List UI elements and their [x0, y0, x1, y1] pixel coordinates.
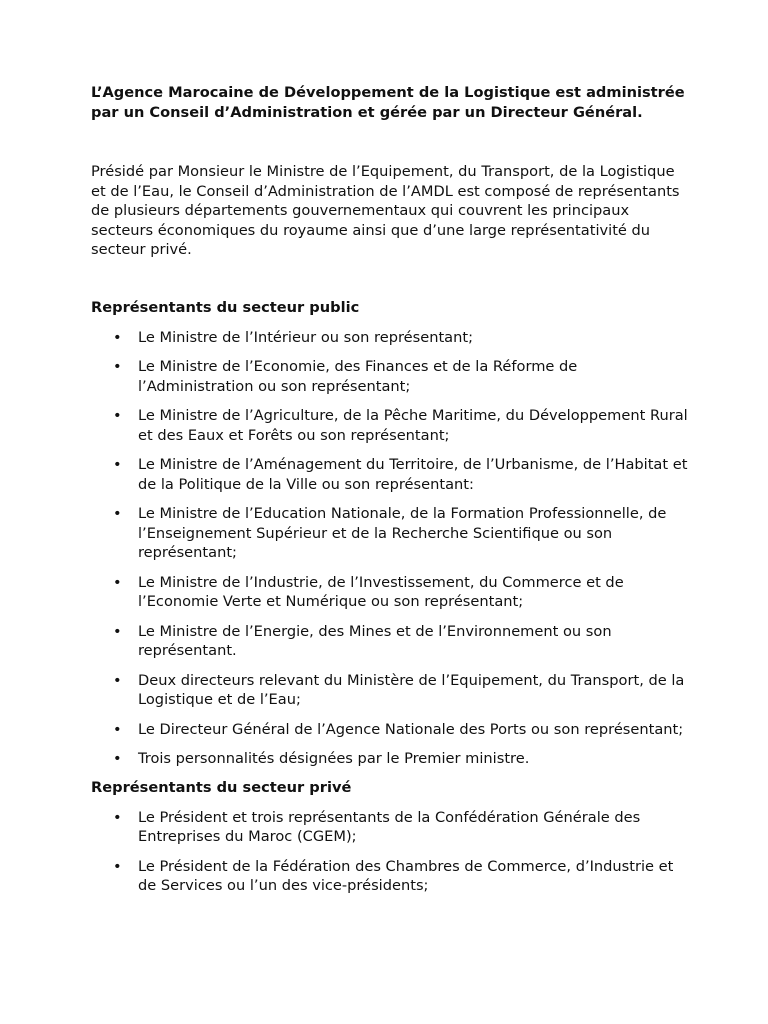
bullet-icon: • — [113, 505, 122, 522]
public-sector-heading: Représentants du secteur public — [91, 298, 360, 316]
list-item — [91, 671, 691, 710]
list-item-text: Deux directeurs relevant du Ministère de l’Equipement, du Transport, de la Logistique et de l’Eau; — [138, 671, 685, 708]
list-item-text: Trois personnalités désignées par le Premier ministre. — [138, 750, 530, 767]
bullet-icon: • — [113, 328, 122, 346]
list-item-text: Le Ministre de l’Aménagement du Territoire, de l’Urbanisme, de l’Habitat et de la Politique de la Ville ou son représentant: — [138, 456, 688, 493]
list-item-text: Le Ministre de l’Intérieur ou son représentant; — [138, 328, 474, 346]
bullet-icon: • — [113, 358, 122, 375]
list-item-text: Le Directeur Général de l’Agence Nationale des Ports ou son représentant; — [138, 720, 684, 738]
document-page — [91, 83, 691, 896]
bullet-icon: • — [113, 456, 122, 473]
bullet-icon: • — [113, 407, 122, 424]
bullet-icon: • — [113, 622, 122, 640]
lead-paragraph: L’Agence Marocaine de Développement de la Logistique est administrée par un Conseil d’Administration et gérée par un Directeur Général. — [91, 84, 685, 121]
private-sector-heading: Représentants du secteur privé — [91, 778, 352, 796]
list-item — [91, 622, 691, 661]
intro-paragraph: Présidé par Monsieur le Ministre de l’Equipement, du Transport, de la Logistique et de l’Eau, le Conseil d’Administration de l’AMDL est composé de représentants de plusieurs départements gouvernementaux qui couvrent les principaux secteurs économiques du royaume ainsi que d’une large représentativité du secteur privé. — [91, 163, 680, 258]
bullet-icon: • — [113, 720, 122, 738]
bullet-icon: • — [113, 808, 122, 826]
list-item-text: Le Ministre de l’Energie, des Mines et de l’Environnement ou son représentant. — [138, 622, 612, 659]
list-item — [91, 328, 691, 348]
list-item — [91, 857, 691, 896]
list-item — [91, 749, 691, 769]
bullet-icon: • — [113, 573, 122, 591]
list-item-text: Le Président et trois représentants de la Confédération Générale des Entreprises du Maroc (CGEM); — [138, 808, 641, 845]
list-item-text: Le Président de la Fédération des Chambres de Commerce, d’Industrie et de Services ou l’un des vice-présidents; — [138, 857, 674, 894]
list-item-text: Le Ministre de l’Industrie, de l’Investissement, du Commerce et de l’Economie Verte et Numérique ou son représentant; — [138, 573, 624, 610]
list-item — [91, 406, 691, 445]
list-item-text: Le Ministre de l’Agriculture, de la Pêche Maritime, du Développement Rural et des Eaux et Forêts ou son représentant; — [138, 407, 688, 444]
list-item-text: Le Ministre de l’Economie, des Finances et de la Réforme de l’Administration ou son représentant; — [138, 358, 578, 395]
bullet-icon: • — [113, 750, 122, 767]
bullet-icon: • — [113, 671, 122, 689]
list-item — [91, 573, 691, 612]
bullet-icon: • — [113, 857, 122, 875]
private-sector-list — [91, 808, 691, 896]
list-item — [91, 808, 691, 847]
list-item — [91, 720, 691, 740]
list-item-text: Le Ministre de l’Education Nationale, de la Formation Professionnelle, de l’Enseignement Supérieur et de la Recherche Scientifique ou son représentant; — [138, 505, 667, 561]
list-item — [91, 504, 691, 563]
list-item — [91, 455, 691, 494]
public-sector-list — [91, 328, 691, 769]
list-item — [91, 357, 691, 396]
